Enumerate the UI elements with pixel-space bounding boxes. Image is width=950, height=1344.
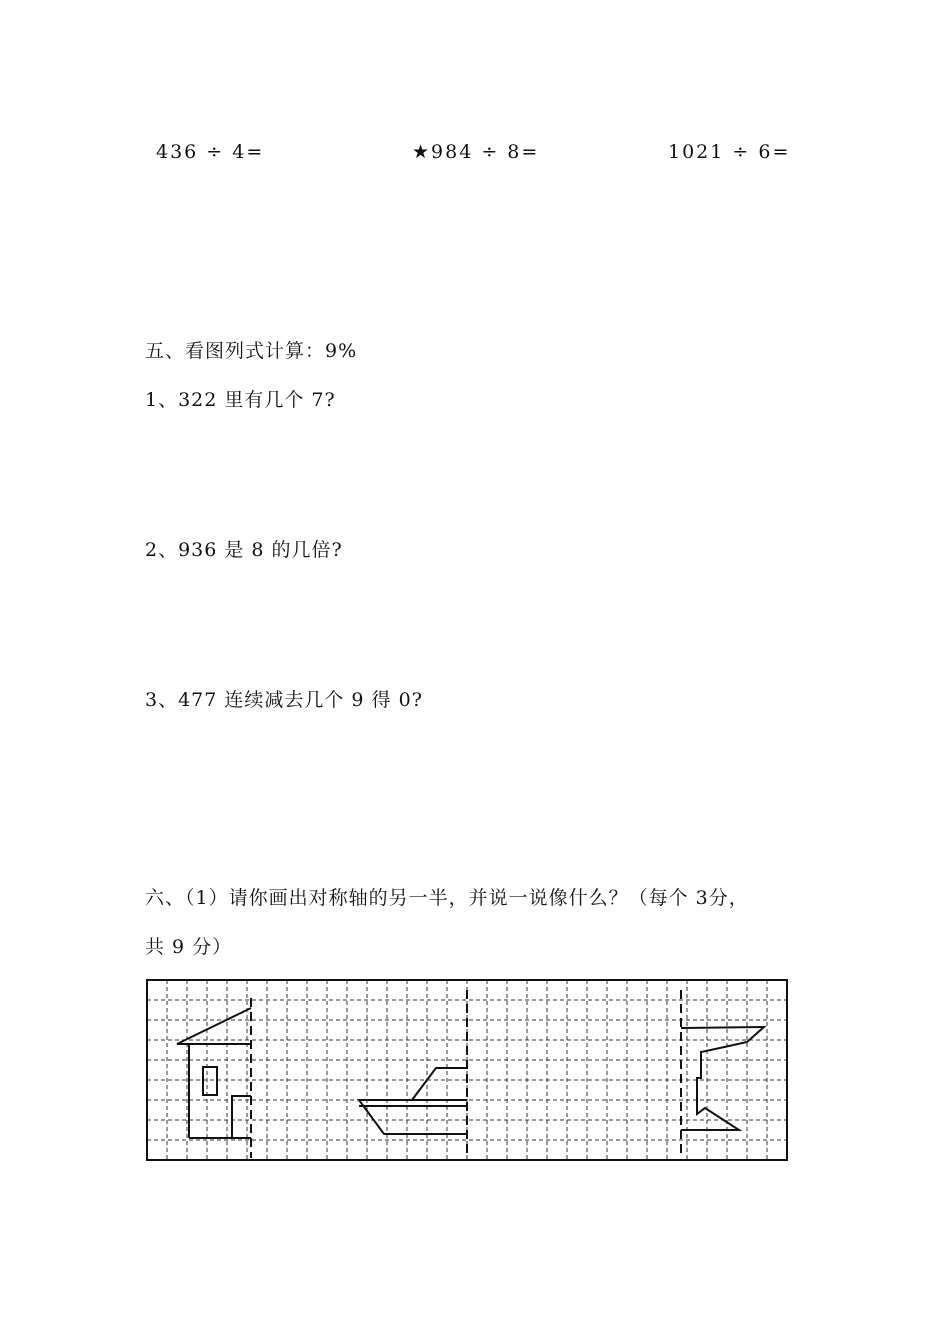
section5-question-2: 2、936 是 8 的几倍? <box>145 539 343 561</box>
section6-heading-line1: 六、（1）请你画出对称轴的另一半，并说一说像什么？（每个 3分， <box>145 887 749 909</box>
anvil-half-shape <box>681 1027 764 1130</box>
symmetry-grid-figure <box>144 972 792 1168</box>
section5-question-3: 3、477 连续减去几个 9 得 0? <box>145 689 423 711</box>
house-half-shape <box>177 1008 251 1138</box>
section5-question-1: 1、322 里有几个 7? <box>145 389 336 411</box>
division-problem-2: ★984 ÷ 8= <box>412 141 540 163</box>
division-problem-1: 436 ÷ 4= <box>156 141 265 163</box>
division-problem-3: 1021 ÷ 6= <box>668 141 791 163</box>
section6-heading-line2: 共 9 分） <box>145 936 233 958</box>
section5-heading: 五、看图列式计算：9% <box>145 340 358 362</box>
boat-half-shape <box>359 1068 467 1134</box>
